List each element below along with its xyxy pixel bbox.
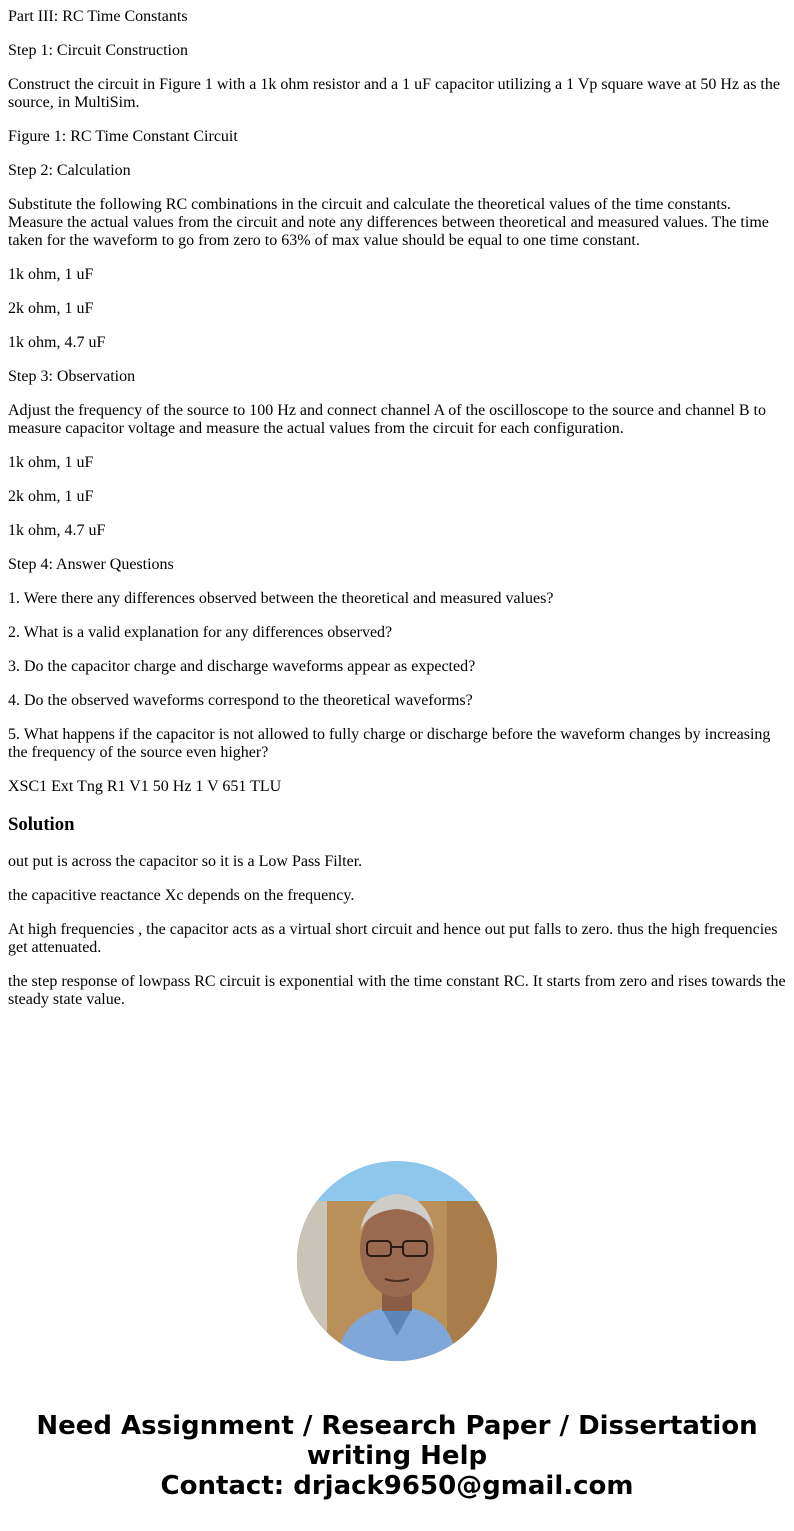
question-item: 2. What is a valid explanation for any differences observed? (8, 624, 393, 641)
step3-heading: Step 3: Observation (8, 368, 136, 385)
avatar-portrait (297, 1161, 497, 1361)
solution-paragraph: At high frequencies , the capacitor acts as a virtual short circuit and hence out put falls to zero. thus the high frequencies get attenuated. (8, 921, 778, 956)
figure-labels: XSC1 Ext Tng R1 V1 50 Hz 1 V 651 TLU (8, 778, 282, 795)
step3-text: Adjust the frequency of the source to 100 Hz and connect channel A of the oscilloscope to the source and channel B to measure capacitor voltage and measure the actual values from the circuit for each configuration. (8, 402, 766, 437)
question-item: 1. Were there any differences observed between the theoretical and measured values? (8, 590, 554, 607)
list-item: 2k ohm, 1 uF (8, 488, 94, 505)
solution-paragraph: the capacitive reactance Xc depends on the frequency. (8, 887, 355, 904)
step1-heading: Step 1: Circuit Construction (8, 42, 188, 59)
part-title: Part III: RC Time Constants (8, 8, 188, 25)
promo-banner (0, 1411, 794, 1501)
promo-line: Need Assignment / Research Paper / Dissertation (36, 1411, 758, 1441)
step1-text: Construct the circuit in Figure 1 with a 1k ohm resistor and a 1 uF capacitor utilizing a 1 Vp square wave at 50 Hz as the source, in MultiSim. (8, 76, 780, 111)
question-item: 5. What happens if the capacitor is not allowed to fully charge or discharge before the waveform changes by increasing the frequency of the source even higher? (8, 726, 771, 761)
list-item: 2k ohm, 1 uF (8, 300, 94, 317)
solution-paragraph: out put is across the capacitor so it is a Low Pass Filter. (8, 853, 363, 870)
list-item: 1k ohm, 1 uF (8, 266, 94, 283)
list-item: 1k ohm, 1 uF (8, 454, 94, 471)
avatar (297, 1161, 497, 1361)
promo-line: writing Help (306, 1441, 488, 1471)
solution-paragraph: the step response of lowpass RC circuit is exponential with the time constant RC. It starts from zero and rises towards the steady state value. (8, 973, 786, 1008)
list-item: 1k ohm, 4.7 uF (8, 522, 106, 539)
step4-heading: Step 4: Answer Questions (8, 556, 174, 573)
list-item: 1k ohm, 4.7 uF (8, 334, 106, 351)
question-item: 4. Do the observed waveforms correspond to the theoretical waveforms? (8, 692, 473, 709)
figure-caption: Figure 1: RC Time Constant Circuit (8, 128, 238, 145)
solution-heading: Solution (8, 814, 75, 835)
step2-heading: Step 2: Calculation (8, 162, 131, 179)
step2-text: Substitute the following RC combinations in the circuit and calculate the theoretical values of the time constants. Measure the actual values from the circuit and note any differences between theoretical and measured values. The time taken for the waveform to go from zero to 63% of max value should be equal to one time constant. (8, 196, 769, 249)
document-body (0, 8, 794, 1009)
promo-contact: Contact: drjack9650@gmail.com (160, 1471, 634, 1501)
question-item: 3. Do the capacitor charge and discharge waveforms appear as expected? (8, 658, 476, 675)
